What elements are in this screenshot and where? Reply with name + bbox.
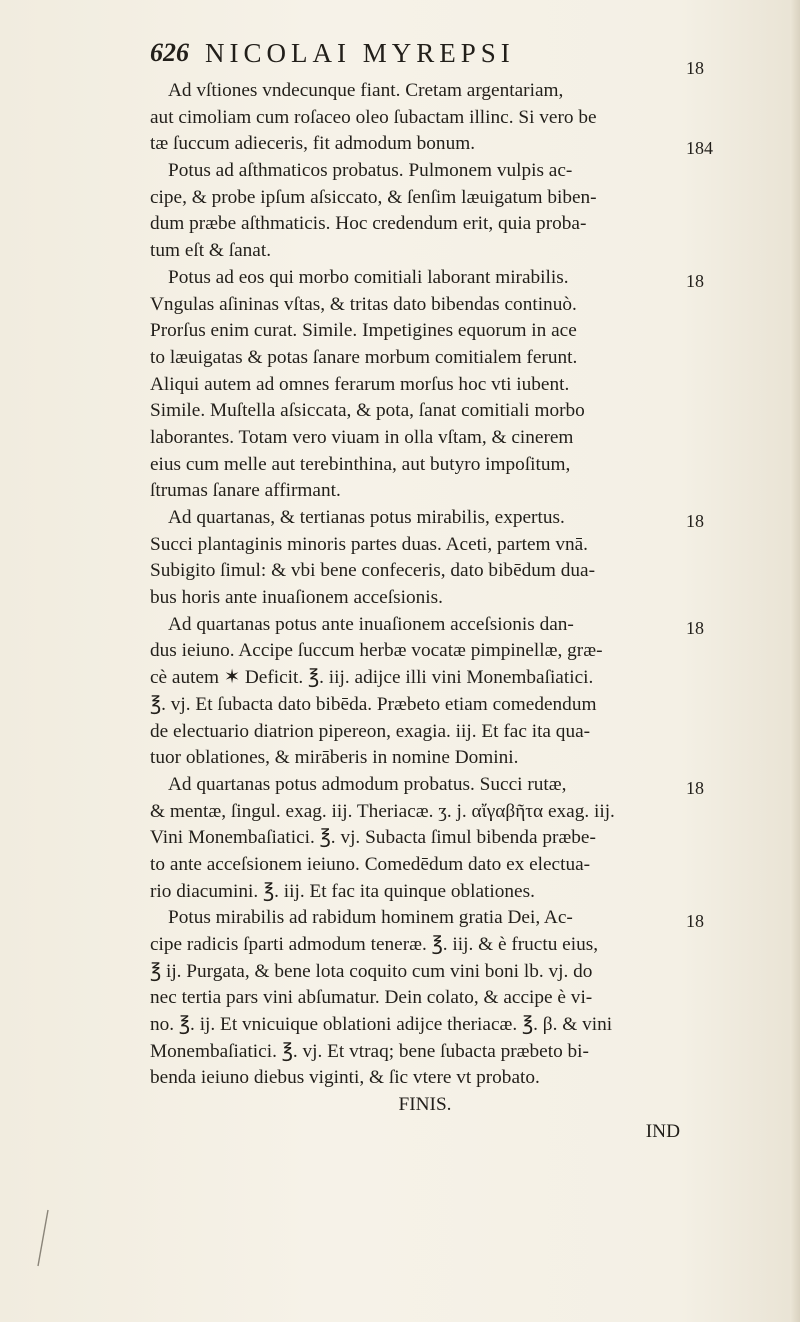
text-line: bus horis ante inuaſionem acceſsionis. [150, 587, 443, 609]
body-text [150, 78, 680, 1146]
text-line: nec tertia pars vini abſumatur. Dein colato, & accipe è vi- [150, 987, 593, 1009]
margin-number: 18 [686, 511, 704, 531]
text-line: no. ℥. ij. Et vnicuique oblationi adijce theriacæ. ℥. β. & vini [150, 1014, 613, 1036]
text-line: Potus ad aſthmaticos probatus. Pulmonem vulpis ac- [168, 160, 573, 182]
text-line: Succi plantaginis minoris partes duas. Aceti, partem vnā. [150, 533, 589, 555]
text-line: tæ ſuccum adieceris, fit admodum bonum. [150, 133, 476, 155]
text-line: Ad vſtiones vndecunque fiant. Cretam argentariam, [168, 80, 564, 101]
text-line: Ad quartanas potus ante inuaſionem acceſsionis dan- [168, 613, 574, 635]
text-line: Vini Monembaſiatici. ℥. vj. Subacta ſimul bibenda præbe- [150, 827, 596, 849]
text-line: Potus ad eos qui morbo comitiali laborant mirabilis. [168, 266, 569, 288]
text-line: Monembaſiatici. ℥. vj. Et vtraq; bene ſubacta præbeto bi- [150, 1040, 589, 1062]
text-line: Potus mirabilis ad rabidum hominem gratia Dei, Ac- [168, 907, 573, 929]
margin-number: 18 [686, 58, 704, 78]
margin-number: 18 [686, 271, 704, 291]
text-line: Simile. Muſtella aſsiccata, & pota, ſanat comitiali morbo [150, 400, 585, 422]
text-line: Aliqui autem ad omnes ferarum morſus hoc vti iubent. [150, 373, 570, 395]
text-line: rio diacumini. ℥. iij. Et fac ita quinque oblationes. [150, 880, 535, 902]
text-line: Vngulas aſininas vſtas, & tritas dato bibendas continuò. [150, 293, 577, 315]
text-line: eius cum melle aut terebinthina, aut butyro impoſitum, [150, 453, 571, 475]
margin-number: 18 [686, 778, 704, 798]
margin-number: 184 [686, 138, 713, 158]
text-line: tuor oblationes, & mirāberis in nomine Domini. [150, 747, 519, 769]
text-line: de electuario diatrion pipereon, exagia. iij. Et fac ita qua- [150, 720, 591, 742]
margin-number: 18 [686, 618, 704, 638]
text-line: to læuigatas & potas ſanare morbum comitialem ferunt. [150, 346, 578, 368]
text-line: dum præbe aſthmaticis. Hoc credendum erit, quia proba- [150, 213, 587, 235]
text-line: Ad quartanas potus admodum probatus. Succi rutæ, [168, 773, 567, 795]
page-number: 626 [150, 38, 189, 67]
text-line: laborantes. Totam vero viuam in olla vſtam, & cinerem [150, 426, 574, 448]
page-edge [790, 0, 800, 1322]
text-line: ℥ ij. Purgata, & bene lota coquito cum vini boni lb. vj. do [150, 960, 593, 982]
margin-number: 18 [686, 911, 704, 931]
text-line: cipe, & probe ipſum aſsiccato, & ſenſim læuigatum biben- [150, 186, 597, 208]
finis-line: FINIS. [398, 1094, 452, 1116]
text-line: Ad quartanas, & tertianas potus mirabilis, expertus. [168, 507, 565, 528]
text-line: cè autem ✶ Deficit. ℥. iij. adijce illi vini Monembaſiatici. [150, 667, 594, 689]
catchword: IND [645, 1120, 680, 1142]
text-line: tum eſt & ſanat. [150, 240, 272, 262]
text-line: ſtrumas ſanare affirmant. [150, 480, 341, 502]
text-line: to ante acceſsionem ieiuno. Comedēdum dato ex electua- [150, 853, 591, 875]
text-line: benda ieiuno diebus viginti, & ſic vtere vt probato. [150, 1067, 540, 1089]
pencil-mark [36, 1208, 50, 1268]
text-line: ℥. vj. Et ſubacta dato bibēda. Præbeto etiam comedendum [150, 693, 597, 715]
text-line: Subigito ſimul: & vbi bene confeceris, dato bibēdum dua- [150, 560, 595, 582]
text-line: cipe radicis ſparti admodum teneræ. ℥. iij. & è fructu eius, [150, 934, 599, 955]
text-line: & mentæ, ſingul. exag. iij. Theriacæ. ʒ. j. αἴγαβῆτα exag. iij. [150, 800, 615, 822]
running-head: NICOLAI MYREPSI [205, 38, 515, 68]
text-line: Prorſus enim curat. Simile. Impetigines equorum in ace [150, 320, 577, 342]
text-line: dus ieiuno. Accipe ſuccum herbæ vocatæ pimpinellæ, græ- [150, 640, 603, 662]
text-line: aut cimoliam cum roſaceo oleo ſubactam illinc. Si vero be [150, 106, 597, 128]
page-header [150, 38, 710, 78]
